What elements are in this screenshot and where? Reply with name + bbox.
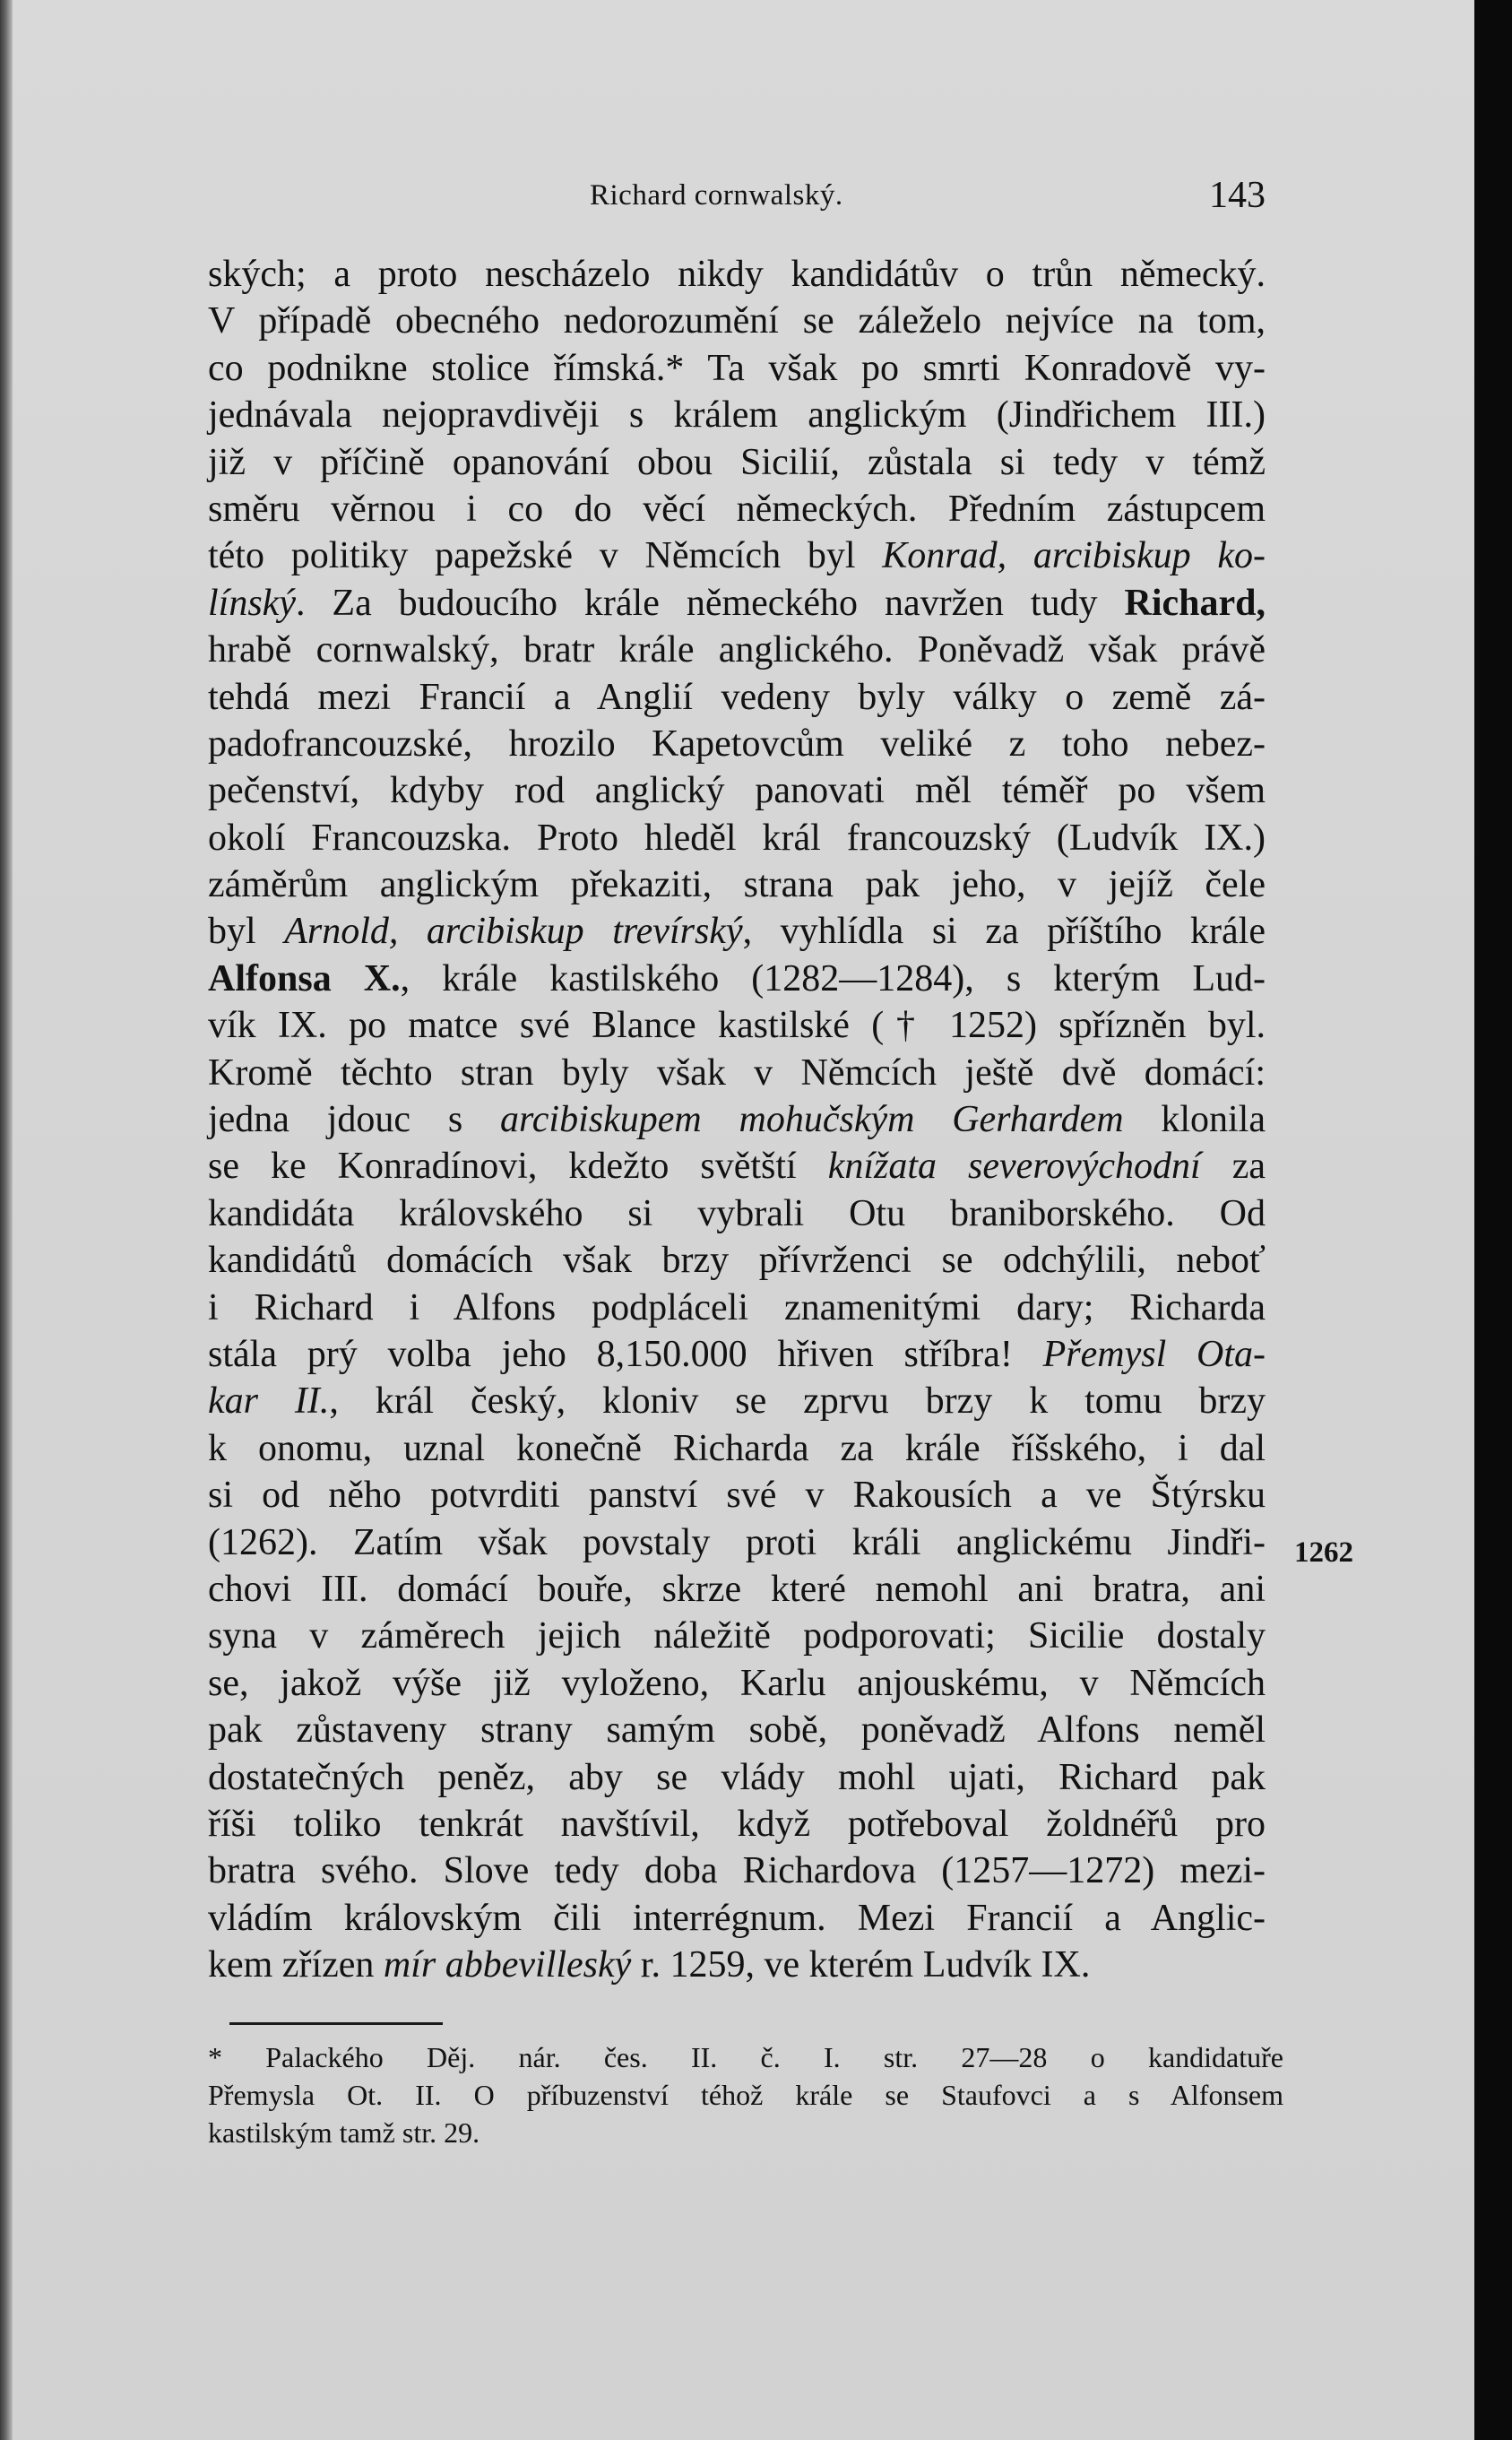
text-line: Kromě těchto stran byly však v Němcích ještě dvě domácí: bbox=[208, 1051, 1266, 1094]
text-line: línský. Za budoucího krále německého navržen tudy Richard, bbox=[208, 582, 1266, 624]
text-line: Alfonsa X., krále kastilského (1282—1284), s kterým Lud- bbox=[208, 957, 1266, 999]
page-header bbox=[208, 174, 1266, 224]
text-line: směru věrnou i co do věcí německých. Předním zástupcem bbox=[208, 488, 1266, 530]
text-line: pak zůstaveny strany samým sobě, poněvadž Alfons neměl bbox=[208, 1709, 1266, 1752]
text-line: byl Arnold, arcibiskup trevírský, vyhlídla si za příštího krále bbox=[208, 911, 1266, 953]
text-line: záměrům anglickým překaziti, strana pak jeho, v jejíž čele bbox=[208, 864, 1266, 906]
text-line: kandidáta královského si vybrali Otu braniborského. Od bbox=[208, 1192, 1266, 1234]
text-line: padofrancouzské, hrozilo Kapetovcům veliké z toho nebez- bbox=[208, 722, 1266, 765]
text-line: dostatečných peněz, aby se vlády mohl ujati, Richard pak bbox=[208, 1756, 1266, 1798]
page-gutter-shadow bbox=[0, 0, 13, 2440]
emphasis-name: Arnold, arcibiskup trevírský bbox=[284, 911, 743, 953]
main-text bbox=[208, 251, 1266, 1988]
emphasis-name: Přemysl Ota- bbox=[1042, 1333, 1266, 1375]
text-line: k onomu, uznal konečně Richarda za krále říšského, i dal bbox=[208, 1427, 1266, 1469]
emphasis-name: línský bbox=[208, 582, 296, 624]
text-line: se, jakož výše již vyloženo, Karlu anjouskému, v Němcích bbox=[208, 1662, 1266, 1704]
text-line: (1262). Zatím však povstaly proti králi anglickému Jindři- bbox=[208, 1521, 1266, 1563]
text-line: kem zřízen mír abbevilleský r. 1259, ve kterém Ludvík IX. bbox=[208, 1944, 1091, 1986]
text-line: vík IX. po matce své Blance kastilské († 1252) spřízněn byl. bbox=[208, 1005, 1266, 1047]
text-line: tehdá mezi Francií a Anglií vedeny byly války o země zá- bbox=[208, 676, 1266, 718]
emphasis-name: arcibiskupem mohučským Gerhardem bbox=[499, 1099, 1124, 1141]
text-line: jedna jdouc s arcibiskupem mohučským Gerhardem klonila bbox=[208, 1099, 1266, 1141]
text-line: ských; a proto nescházelo nikdy kandidátův o trůn německý. bbox=[208, 254, 1266, 295]
text-line: chovi III. domácí bouře, skrze které nemohl ani bratra, ani bbox=[208, 1568, 1266, 1610]
footnote-line: * Palackého Děj. nár. čes. II. č. I. str. 27—28 o kandidatuře bbox=[208, 2041, 1283, 2073]
page-number: 143 bbox=[1209, 175, 1266, 216]
text-line: jednávala nejopravdivěji s králem anglickým (Jindřichem III.) bbox=[208, 394, 1266, 437]
text-line: si od něho potvrditi panství své v Rakousích a ve Štýrsku bbox=[208, 1475, 1266, 1517]
text-line: se ke Konradínovi, kdežto světští knížata severovýchodní za bbox=[208, 1146, 1266, 1188]
emphasis-name: kar II. bbox=[208, 1380, 330, 1423]
text-line: hrabě cornwalský, bratr krále anglického. Poněvadž však právě bbox=[208, 629, 1266, 671]
footnote-divider bbox=[229, 2022, 443, 2025]
text-line: bratra svého. Slove tedy doba Richardova (1257—1272) mezi- bbox=[208, 1850, 1266, 1892]
text-line: říši toliko tenkrát navštívil, když potřeboval žoldnéřů pro bbox=[208, 1803, 1266, 1845]
emphasis-name: knížata severovýchodní bbox=[827, 1146, 1201, 1188]
margin-year-note: 1262 bbox=[1294, 1536, 1353, 1569]
footnote-line: Přemysla Ot. II. O příbuzenství téhož krále se Staufovci a s Alfonsem bbox=[208, 2079, 1283, 2111]
text-line: pečenství, kdyby rod anglický panovati měl téměř po všem bbox=[208, 770, 1266, 812]
running-title: Richard cornwalský. bbox=[590, 179, 843, 212]
text-line: i Richard i Alfons podpláceli znamenitými dary; Richarda bbox=[208, 1286, 1266, 1328]
text-line: stála prý volba jeho 8,150.000 hřiven stříbra! Přemysl Ota- bbox=[208, 1333, 1266, 1375]
text-line: této politiky papežské v Němcích byl Konrad, arcibiskup ko- bbox=[208, 535, 1266, 577]
text-line: již v příčině opanování obou Sicilií, zůstala si tedy v témž bbox=[208, 441, 1266, 483]
emphasis-name: Konrad, arcibiskup ko- bbox=[882, 535, 1266, 577]
text-line: kar II., král český, kloniv se zprvu brzy k tomu brzy bbox=[208, 1380, 1266, 1423]
scan-border bbox=[1474, 0, 1512, 2440]
text-line: syna v záměrech jejich náležitě podporovati; Sicilie dostaly bbox=[208, 1615, 1266, 1657]
emphasis-name: mír abbevilleský bbox=[383, 1944, 632, 1986]
footnote-line: kastilským tamž str. 29. bbox=[208, 2116, 480, 2149]
emphasis-bold: Richard, bbox=[1124, 582, 1266, 624]
emphasis-bold: Alfonsa X. bbox=[208, 957, 401, 999]
text-line: co podnikne stolice římská.* Ta však po smrti Konradově vy- bbox=[208, 347, 1266, 389]
text-line: kandidátů domácích však brzy přívrženci se odchýlili, neboť bbox=[208, 1240, 1266, 1282]
text-line: vládím královským čili interrégnum. Mezi Francií a Anglic- bbox=[208, 1897, 1266, 1939]
text-line: V případě obecného nedorozumění se záleželo nejvíce na tom, bbox=[208, 300, 1266, 342]
footnotes bbox=[208, 2038, 1283, 2151]
text-line: okolí Francouzska. Proto hleděl král francouzský (Ludvík IX.) bbox=[208, 817, 1266, 859]
